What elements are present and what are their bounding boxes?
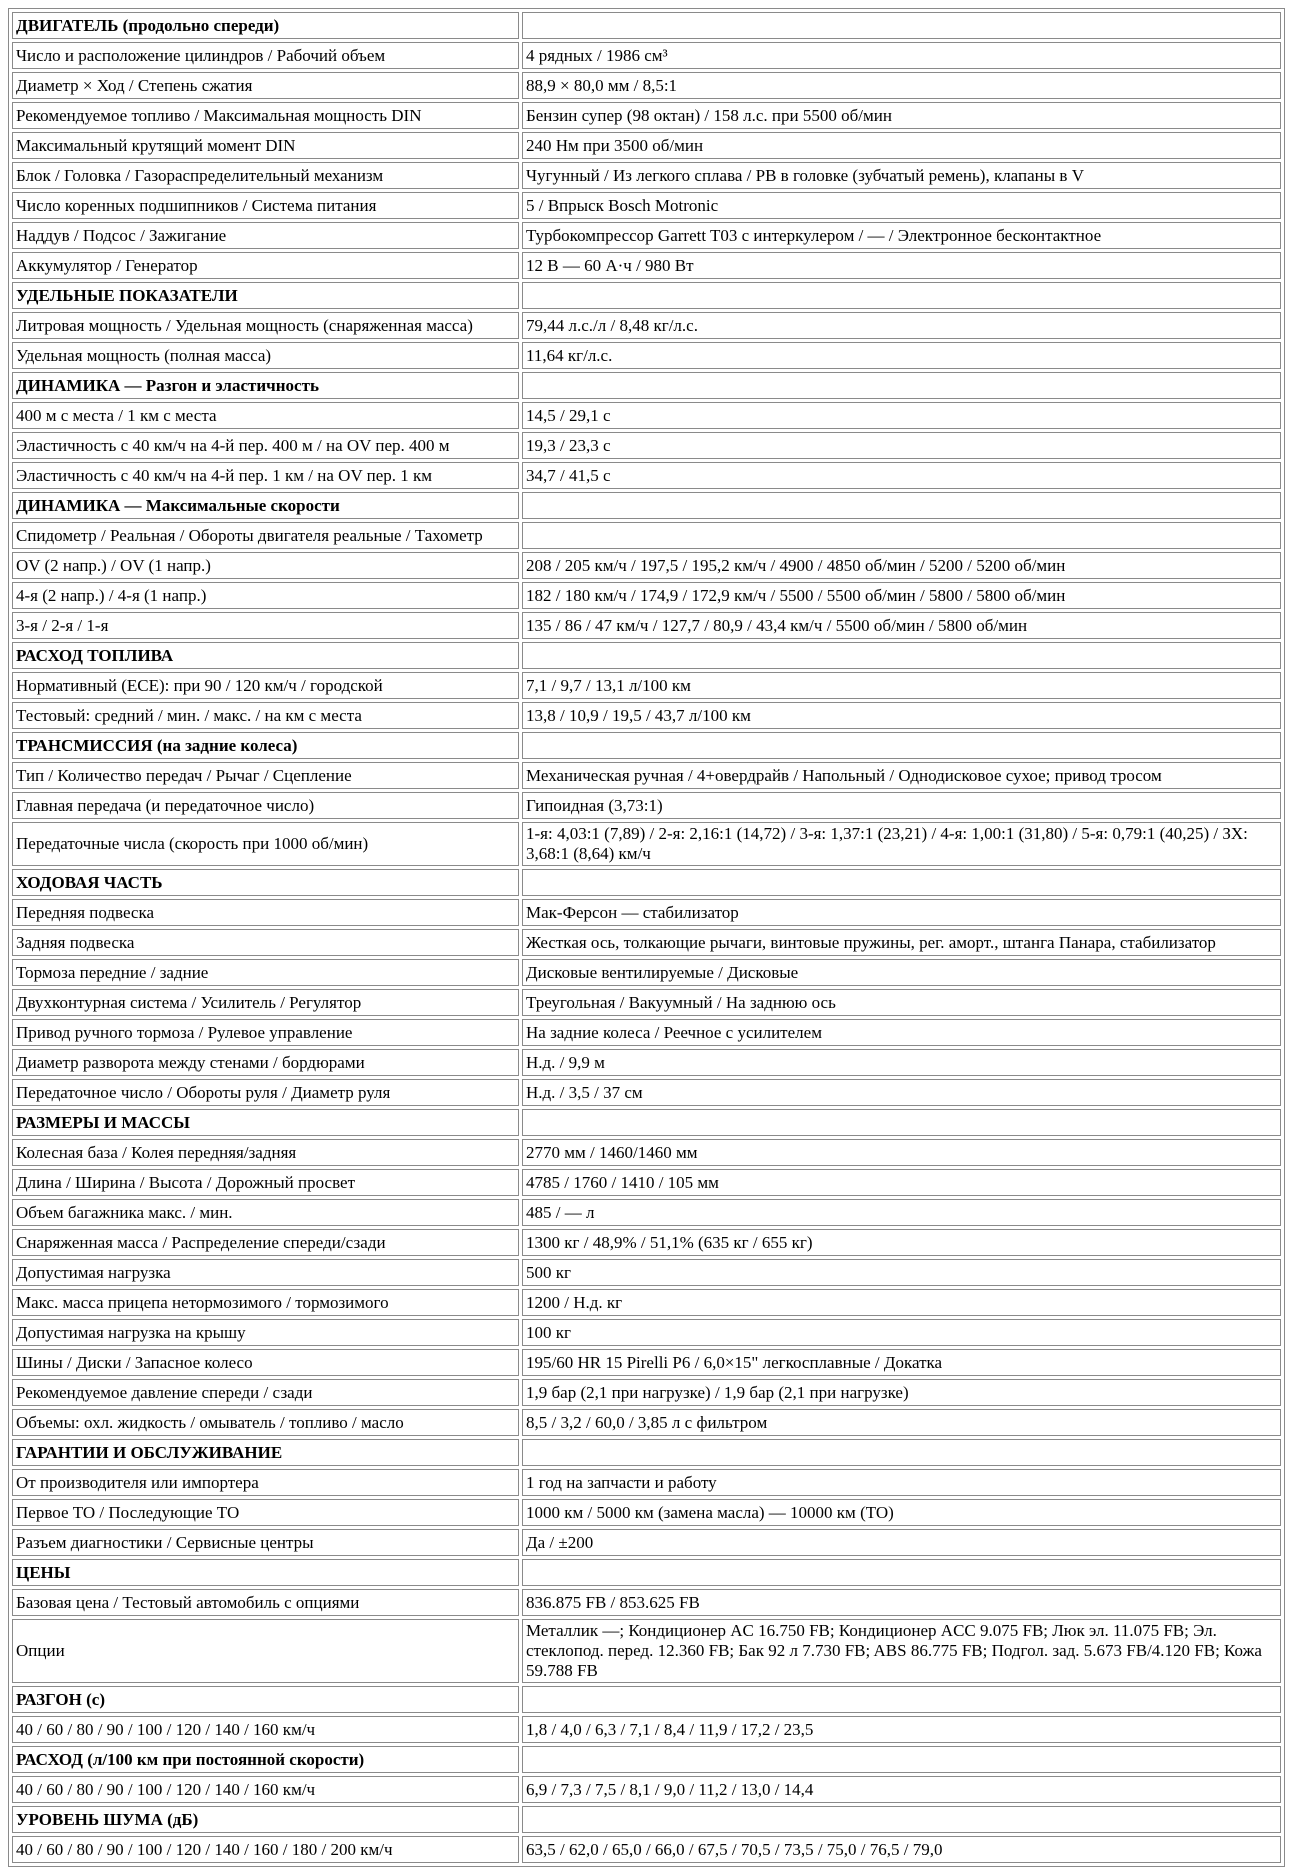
spec-value: Н.д. / 9,9 м [522,1049,1281,1076]
spec-label: Тормоза передние / задние [12,959,519,986]
spec-label: Спидометр / Реальная / Обороты двигателя реальные / Тахометр [12,522,519,549]
section-empty-cell [522,642,1281,669]
spec-value: Металлик —; Кондиционер AC 16.750 FB; Кондиционер ACC 9.075 FB; Люк эл. 11.075 FB; Эл. стеклопод. перед. 12.360 FB; Бак 92 л 7.730 FB; ABS 86.775 FB; Подгол. зад. 5.673 FB/4.120 FB; Кожа 59.788 FB [522,1619,1281,1683]
spec-value: 12 В — 60 А·ч / 980 Вт [522,252,1281,279]
spec-label: Число коренных подшипников / Система питания [12,192,519,219]
section-title: ЦЕНЫ [12,1559,519,1586]
spec-row [12,1139,1281,1166]
spec-value: Бензин супер (98 октан) / 158 л.с. при 5500 об/мин [522,102,1281,129]
section-header-row [12,732,1281,759]
spec-row [12,342,1281,369]
spec-label: Длина / Ширина / Высота / Дорожный просвет [12,1169,519,1196]
spec-row [12,132,1281,159]
spec-label: Рекомендуемое давление спереди / сзади [12,1379,519,1406]
spec-row [12,1379,1281,1406]
section-header-row [12,1746,1281,1773]
spec-value: Дисковые вентилируемые / Дисковые [522,959,1281,986]
spec-label: Диаметр разворота между стенами / бордюрами [12,1049,519,1076]
spec-row [12,1499,1281,1526]
section-title: РАЗМЕРЫ И МАССЫ [12,1109,519,1136]
spec-label: Разъем диагностики / Сервисные центры [12,1529,519,1556]
spec-label: 400 м с места / 1 км с места [12,402,519,429]
spec-value: 836.875 FB / 853.625 FB [522,1589,1281,1616]
spec-value: 5 / Впрыск Bosch Motronic [522,192,1281,219]
spec-value: 11,64 кг/л.с. [522,342,1281,369]
section-header-row [12,282,1281,309]
spec-label: Макс. масса прицепа нетормозимого / тормозимого [12,1289,519,1316]
spec-value: 14,5 / 29,1 с [522,402,1281,429]
spec-value: 485 / — л [522,1199,1281,1226]
spec-row [12,672,1281,699]
spec-row [12,1019,1281,1046]
spec-row [12,72,1281,99]
spec-label: Первое ТО / Последующие ТО [12,1499,519,1526]
spec-row [12,552,1281,579]
spec-row [12,1469,1281,1496]
spec-row [12,1716,1281,1743]
section-title: ХОДОВАЯ ЧАСТЬ [12,869,519,896]
spec-value: 4 рядных / 1986 см³ [522,42,1281,69]
spec-label: Привод ручного тормоза / Рулевое управление [12,1019,519,1046]
spec-value: 195/60 HR 15 Pirelli P6 / 6,0×15" легкосплавные / Докатка [522,1349,1281,1376]
spec-row [12,899,1281,926]
section-title: ГАРАНТИИ И ОБСЛУЖИВАНИЕ [12,1439,519,1466]
spec-sheet [8,8,1285,1867]
spec-value: Жесткая ось, толкающие рычаги, винтовые пружины, рег. аморт., штанга Панара, стабилизатор [522,929,1281,956]
spec-label: 3-я / 2-я / 1-я [12,612,519,639]
spec-row [12,762,1281,789]
spec-row [12,959,1281,986]
section-title: ТРАНСМИССИЯ (на задние колеса) [12,732,519,759]
spec-label: Передаточное число / Обороты руля / Диаметр руля [12,1079,519,1106]
spec-row [12,1349,1281,1376]
spec-value: Да / ±200 [522,1529,1281,1556]
section-title: РАСХОД ТОПЛИВА [12,642,519,669]
spec-label: Объем багажника макс. / мин. [12,1199,519,1226]
spec-row [12,1079,1281,1106]
section-empty-cell [522,12,1281,39]
spec-value: 13,8 / 10,9 / 19,5 / 43,7 л/100 км [522,702,1281,729]
section-empty-cell [522,1686,1281,1713]
spec-value: Треугольная / Вакуумный / На заднюю ось [522,989,1281,1016]
spec-value: 1-я: 4,03:1 (7,89) / 2-я: 2,16:1 (14,72) / 3-я: 1,37:1 (23,21) / 4-я: 1,00:1 (31,80) / 5-я: 0,79:1 (40,25) / ЗХ: 3,68:1 (8,64) км/ч [522,822,1281,866]
spec-label: Главная передача (и передаточное число) [12,792,519,819]
spec-row [12,1229,1281,1256]
spec-row [12,989,1281,1016]
spec-value: 1000 км / 5000 км (замена масла) — 10000 км (ТО) [522,1499,1281,1526]
spec-label: 40 / 60 / 80 / 90 / 100 / 120 / 140 / 160 км/ч [12,1716,519,1743]
spec-label: Передняя подвеска [12,899,519,926]
spec-label: 40 / 60 / 80 / 90 / 100 / 120 / 140 / 160 км/ч [12,1776,519,1803]
spec-label: Аккумулятор / Генератор [12,252,519,279]
spec-label: 4-я (2 напр.) / 4-я (1 напр.) [12,582,519,609]
spec-value: Чугунный / Из легкого сплава / РВ в головке (зубчатый ремень), клапаны в V [522,162,1281,189]
spec-value [522,522,1281,549]
spec-label: Опции [12,1619,519,1683]
section-header-row [12,12,1281,39]
spec-row [12,462,1281,489]
spec-label: Эластичность с 40 км/ч на 4-й пер. 400 м / на OV пер. 400 м [12,432,519,459]
spec-value: Мак-Ферсон — стабилизатор [522,899,1281,926]
spec-value: 100 кг [522,1319,1281,1346]
spec-row [12,252,1281,279]
spec-table [8,8,1285,1867]
spec-value: 208 / 205 км/ч / 197,5 / 195,2 км/ч / 4900 / 4850 об/мин / 5200 / 5200 об/мин [522,552,1281,579]
spec-row [12,1199,1281,1226]
spec-row [12,702,1281,729]
section-empty-cell [522,869,1281,896]
spec-row [12,222,1281,249]
section-title: УДЕЛЬНЫЕ ПОКАЗАТЕЛИ [12,282,519,309]
spec-row [12,162,1281,189]
section-header-row [12,869,1281,896]
spec-label: Допустимая нагрузка [12,1259,519,1286]
spec-row [12,929,1281,956]
section-title: ДИНАМИКА — Разгон и эластичность [12,372,519,399]
section-title: РАЗГОН (с) [12,1686,519,1713]
spec-value: 240 Нм при 3500 об/мин [522,132,1281,159]
spec-label: Задняя подвеска [12,929,519,956]
spec-label: Нормативный (ECE): при 90 / 120 км/ч / городской [12,672,519,699]
spec-row [12,1529,1281,1556]
spec-value: 1,8 / 4,0 / 6,3 / 7,1 / 8,4 / 11,9 / 17,2 / 23,5 [522,1716,1281,1743]
section-empty-cell [522,732,1281,759]
section-title: УРОВЕНЬ ШУМА (дБ) [12,1806,519,1833]
spec-value: Н.д. / 3,5 / 37 см [522,1079,1281,1106]
spec-label: Диаметр × Ход / Степень сжатия [12,72,519,99]
spec-label: OV (2 напр.) / OV (1 напр.) [12,552,519,579]
section-empty-cell [522,1439,1281,1466]
spec-label: Колесная база / Колея передняя/задняя [12,1139,519,1166]
spec-label: Блок / Головка / Газораспределительный механизм [12,162,519,189]
spec-row [12,1289,1281,1316]
section-title: ДИНАМИКА — Максимальные скорости [12,492,519,519]
spec-label: Снаряженная масса / Распределение спереди/сзади [12,1229,519,1256]
spec-label: Число и расположение цилиндров / Рабочий объем [12,42,519,69]
section-header-row [12,372,1281,399]
spec-label: Тестовый: средний / мин. / макс. / на км с места [12,702,519,729]
spec-label: Эластичность с 40 км/ч на 4-й пер. 1 км / на OV пер. 1 км [12,462,519,489]
spec-row [12,1259,1281,1286]
section-title: РАСХОД (л/100 км при постоянной скорости) [12,1746,519,1773]
spec-row [12,1409,1281,1436]
spec-value: 8,5 / 3,2 / 60,0 / 3,85 л с фильтром [522,1409,1281,1436]
spec-row [12,1049,1281,1076]
spec-row [12,1169,1281,1196]
spec-value: 2770 мм / 1460/1460 мм [522,1139,1281,1166]
spec-row [12,1619,1281,1683]
spec-row [12,1319,1281,1346]
section-empty-cell [522,372,1281,399]
spec-row [12,312,1281,339]
spec-label: Наддув / Подсос / Зажигание [12,222,519,249]
section-header-row [12,492,1281,519]
spec-value: Механическая ручная / 4+овердрайв / Напольный / Однодисковое сухое; привод тросом [522,762,1281,789]
section-empty-cell [522,1806,1281,1833]
spec-value: 1,9 бар (2,1 при нагрузке) / 1,9 бар (2,1 при нагрузке) [522,1379,1281,1406]
spec-value: 6,9 / 7,3 / 7,5 / 8,1 / 9,0 / 11,2 / 13,0 / 14,4 [522,1776,1281,1803]
spec-value: 1300 кг / 48,9% / 51,1% (635 кг / 655 кг) [522,1229,1281,1256]
spec-value: 79,44 л.с./л / 8,48 кг/л.с. [522,312,1281,339]
spec-row [12,402,1281,429]
spec-label: Литровая мощность / Удельная мощность (снаряженная масса) [12,312,519,339]
section-header-row [12,642,1281,669]
section-empty-cell [522,1746,1281,1773]
spec-label: Удельная мощность (полная масса) [12,342,519,369]
spec-value: 182 / 180 км/ч / 174,9 / 172,9 км/ч / 5500 / 5500 об/мин / 5800 / 5800 об/мин [522,582,1281,609]
spec-value: 7,1 / 9,7 / 13,1 л/100 км [522,672,1281,699]
spec-value: Турбокомпрессор Garrett T03 с интеркулером / — / Электронное бесконтактное [522,222,1281,249]
section-empty-cell [522,282,1281,309]
spec-row [12,1776,1281,1803]
spec-value: 63,5 / 62,0 / 65,0 / 66,0 / 67,5 / 70,5 / 73,5 / 75,0 / 76,5 / 79,0 [522,1836,1281,1863]
section-empty-cell [522,1559,1281,1586]
spec-row [12,102,1281,129]
section-header-row [12,1439,1281,1466]
spec-row [12,1589,1281,1616]
spec-row [12,522,1281,549]
spec-row [12,582,1281,609]
section-empty-cell [522,492,1281,519]
section-title: ДВИГАТЕЛЬ (продольно спереди) [12,12,519,39]
spec-value: 34,7 / 41,5 с [522,462,1281,489]
section-header-row [12,1109,1281,1136]
spec-row [12,792,1281,819]
spec-label: Тип / Количество передач / Рычаг / Сцепление [12,762,519,789]
spec-label: Передаточные числа (скорость при 1000 об/мин) [12,822,519,866]
spec-label: Рекомендуемое топливо / Максимальная мощность DIN [12,102,519,129]
spec-table-body [12,12,1281,1863]
spec-label: Шины / Диски / Запасное колесо [12,1349,519,1376]
spec-label: От производителя или импортера [12,1469,519,1496]
spec-value: 4785 / 1760 / 1410 / 105 мм [522,1169,1281,1196]
spec-label: 40 / 60 / 80 / 90 / 100 / 120 / 140 / 160 / 180 / 200 км/ч [12,1836,519,1863]
spec-label: Двухконтурная система / Усилитель / Регулятор [12,989,519,1016]
spec-label: Объемы: охл. жидкость / омыватель / топливо / масло [12,1409,519,1436]
spec-value: 135 / 86 / 47 км/ч / 127,7 / 80,9 / 43,4 км/ч / 5500 об/мин / 5800 об/мин [522,612,1281,639]
spec-value: Гипоидная (3,73:1) [522,792,1281,819]
spec-label: Допустимая нагрузка на крышу [12,1319,519,1346]
spec-value: 1 год на запчасти и работу [522,1469,1281,1496]
spec-row [12,1836,1281,1863]
spec-label: Максимальный крутящий момент DIN [12,132,519,159]
section-header-row [12,1806,1281,1833]
section-header-row [12,1559,1281,1586]
spec-value: На задние колеса / Реечное с усилителем [522,1019,1281,1046]
spec-label: Базовая цена / Тестовый автомобиль с опциями [12,1589,519,1616]
spec-value: 500 кг [522,1259,1281,1286]
spec-value: 1200 / Н.д. кг [522,1289,1281,1316]
spec-value: 19,3 / 23,3 с [522,432,1281,459]
spec-row [12,432,1281,459]
spec-row [12,612,1281,639]
spec-value: 88,9 × 80,0 мм / 8,5:1 [522,72,1281,99]
section-empty-cell [522,1109,1281,1136]
spec-row [12,42,1281,69]
section-header-row [12,1686,1281,1713]
spec-row [12,192,1281,219]
spec-row [12,822,1281,866]
